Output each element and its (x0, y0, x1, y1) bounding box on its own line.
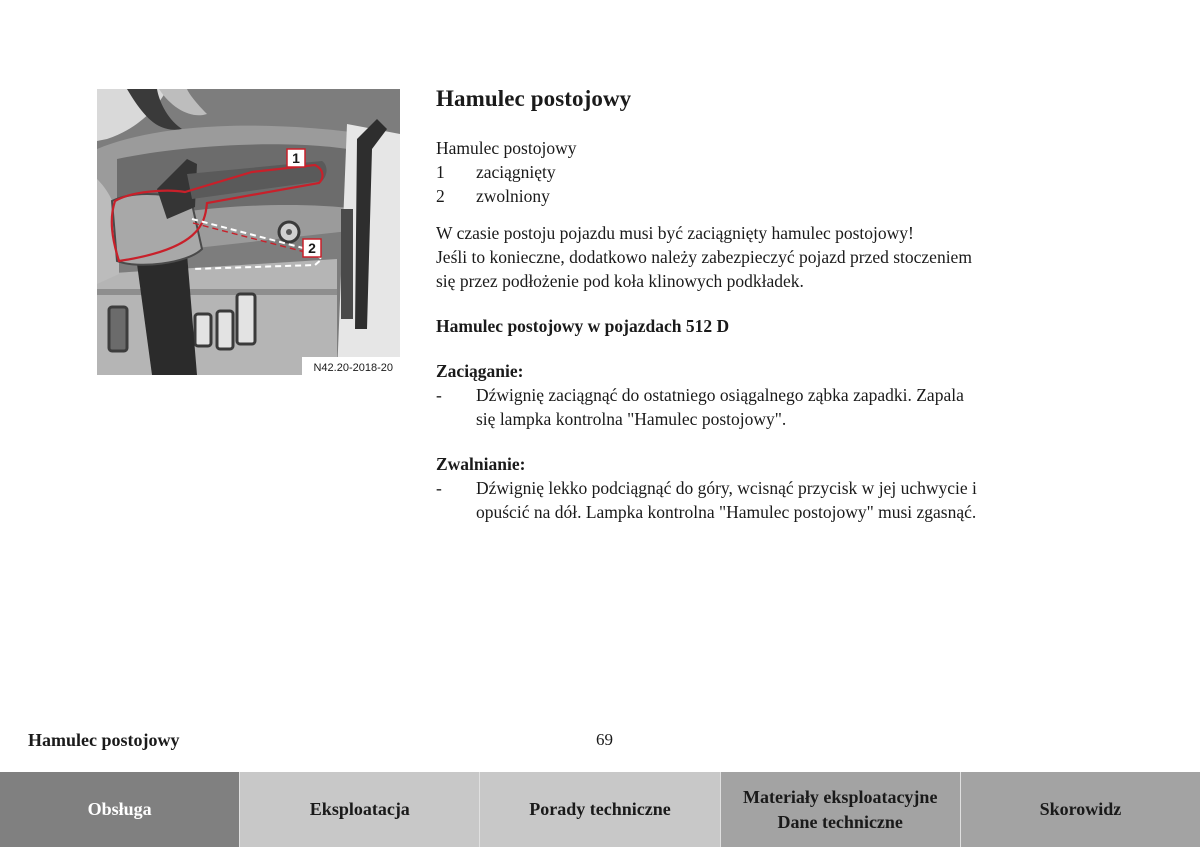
bullet-item (436, 383, 1076, 431)
figure-code: N42.20-2018-20 (313, 362, 393, 374)
nav-tab-label: Porady techniczne (529, 799, 671, 819)
section-subtitle: Hamulec postojowy w pojazdach 512 D (436, 316, 730, 336)
callout-1 (287, 149, 305, 167)
bullet-text (476, 383, 1076, 431)
callout-2 (303, 239, 321, 257)
nav-tab-label: Skorowidz (1039, 799, 1122, 819)
nav-tab-label: Eksploatacja (309, 799, 410, 819)
legend-text: zaciągnięty (476, 162, 556, 182)
section-heading: Zwalnianie: (436, 454, 526, 474)
warning-line: się przez podłożenie pod koła klinowych podkładek. (436, 271, 804, 291)
legend-number: 2 (436, 186, 445, 206)
parking-brake-illustration (97, 89, 400, 375)
section-engaging (436, 359, 1076, 431)
legend-item (436, 160, 1076, 184)
bullet-line: Dźwignię zaciągnąć do ostatniego osiągalnego ząbka zapadki. Zapala (476, 385, 964, 405)
bullet-dash: - (436, 385, 442, 405)
legend-number: 1 (436, 162, 445, 182)
bullet-line: się lampka kontrolna "Hamulec postojowy". (476, 409, 787, 429)
nav-tab-label-line2: Dane techniczne (777, 811, 903, 832)
warning-line: Jeśli to konieczne, dodatkowo należy zabezpieczyć pojazd przed stoczeniem (436, 247, 972, 267)
section-releasing (436, 452, 1076, 524)
nav-tab-obsluga[interactable] (0, 772, 240, 847)
legend-text: zwolniony (476, 186, 550, 206)
nav-tab-label-line1: Materiały eksploatacyjne (742, 786, 938, 807)
bullet-line: Dźwignię lekko podciągnąć do góry, wcisnąć przycisk w jej uchwycie i (476, 478, 977, 498)
nav-tab-label: Obsługa (87, 799, 152, 819)
warning-line: W czasie postoju pojazdu musi być zaciągnięty hamulec postojowy! (436, 223, 914, 243)
chapter-navigation (0, 772, 1200, 847)
nav-tab-materialy-dane[interactable] (721, 772, 961, 847)
page-title: Hamulec postojowy (436, 86, 632, 111)
nav-tab-eksploatacja[interactable] (240, 772, 480, 847)
bullet-item (436, 476, 1076, 524)
bullet-dash: - (436, 478, 442, 498)
legend-caption: Hamulec postojowy (436, 138, 577, 158)
bullet-line: opuścić na dół. Lampka kontrolna "Hamulec postojowy" musi zgasnąć. (476, 502, 977, 522)
warning-paragraph (436, 221, 1076, 293)
section-heading: Zaciąganie: (436, 361, 524, 381)
footer-section-title: Hamulec postojowy (28, 730, 180, 750)
legend-item (436, 184, 1076, 208)
nav-tab-skorowidz[interactable] (961, 772, 1200, 847)
svg-text:1: 1 (292, 150, 300, 166)
nav-tab-label (743, 785, 937, 835)
svg-text:2: 2 (308, 240, 316, 256)
page-number: 69 (596, 730, 613, 749)
main-content (436, 86, 1076, 524)
nav-tab-porady-techniczne[interactable] (480, 772, 720, 847)
bullet-text (476, 476, 1076, 524)
